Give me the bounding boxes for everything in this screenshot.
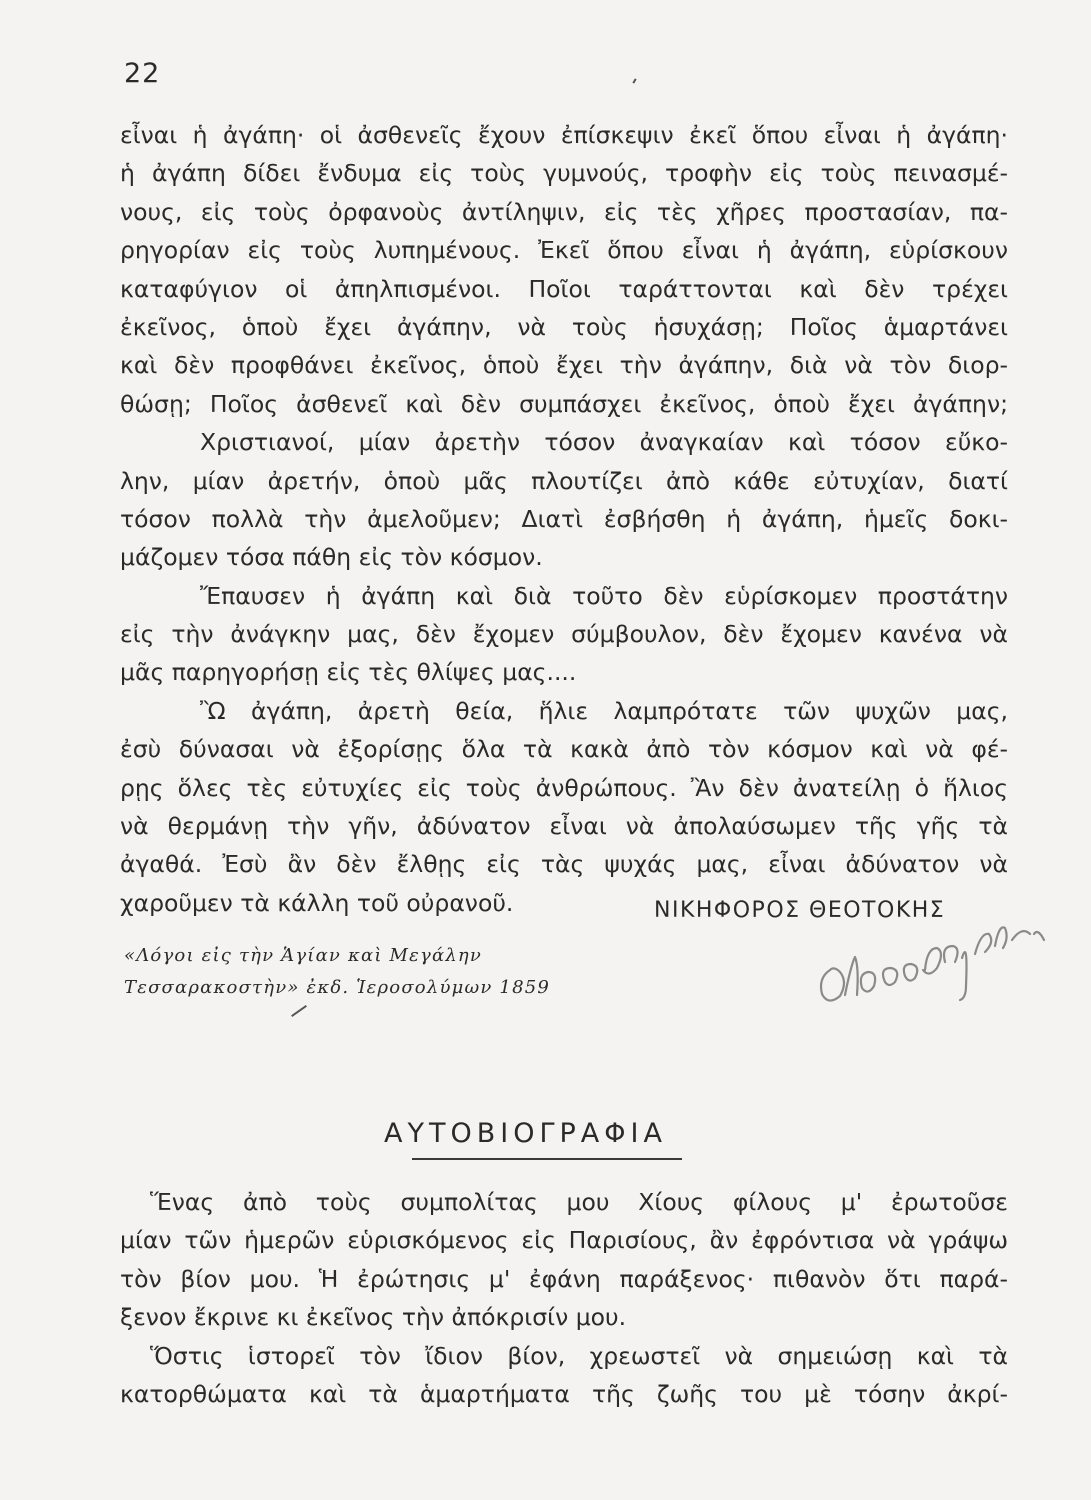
text-line: ἡ ἀγάπη δίδει ἔνδυμα εἰς τοὺς γυμνούς, τροφὴν εἰς τοὺς πεινασμέ- [120, 159, 1008, 188]
text-line: ἐσὺ δύνασαι νὰ ἐξορίσῃς ὅλα τὰ κακὰ ἀπὸ τὸν κόσμον καὶ νὰ φέ- [120, 735, 1008, 764]
text-line: χαροῦμεν τὰ κάλλη τοῦ οὐρανοῦ. [120, 888, 514, 917]
text-line: λην, μίαν ἀρετήν, ὁποὺ μᾶς πλουτίζει ἀπὸ κάθε εὐτυχίαν, διατί [120, 466, 1008, 495]
text-line: ρῃς ὅλες τὲς εὐτυχίες εἰς τοὺς ἀνθρώπους. Ἂν δὲν ἀνατείλῃ ὁ ἥλιος [120, 773, 1008, 802]
body-text-section-2 [120, 1183, 1008, 1413]
text-line: Ὅστις ἱστορεῖ τὸν ἴδιον βίον, χρεωστεῖ νὰ σημειώσῃ καὶ τὰ [150, 1341, 1008, 1370]
page-number: 22 [124, 58, 161, 89]
title-underline [412, 1158, 682, 1160]
source-citation [124, 940, 550, 1004]
handwritten-signature-icon [790, 900, 1050, 1020]
text-line: ἀγαθά. Ἐσὺ ἂν δὲν ἔλθῃς εἰς τὰς ψυχάς μας, εἶναι ἀδύνατον νὰ [120, 850, 1008, 879]
text-line: μᾶς παρηγορήσῃ εἰς τὲς θλίψες μας.... [120, 658, 577, 687]
text-line: νὰ θερμάνῃ τὴν γῆν, ἀδύνατον εἶναι νὰ ἀπολαύσωμεν τῆς γῆς τὰ [120, 812, 1008, 841]
text-line: καταφύγιον οἱ ἀπηλπισμένοι. Ποῖοι ταράττονται καὶ δὲν τρέχει [120, 274, 1008, 303]
text-line: Ἕνας ἀπὸ τοὺς συμπολίτας μου Χίους φίλους μ' ἐρωτοῦσε [150, 1188, 1008, 1216]
text-line: ἐκεῖνος, ὁποὺ ἔχει ἀγάπην, νὰ τοὺς ἡσυχάσῃ; Ποῖος ἁμαρτάνει [120, 312, 1008, 341]
ink-speck [291, 1005, 307, 1017]
text-line: Χριστιανοί, μίαν ἀρετὴν τόσον ἀναγκαίαν καὶ τόσον εὔκο- [200, 428, 1008, 457]
text-line: νους, εἰς τοὺς ὀρφανοὺς ἀντίληψιν, εἰς τὲς χῆρες προστασίαν, πα- [120, 197, 1008, 226]
text-line: καὶ δὲν προφθάνει ἐκεῖνος, ὁποὺ ἔχει τὴν ἀγάπην, διὰ νὰ τὸν διορ- [120, 351, 1008, 380]
ink-speck [632, 78, 636, 83]
text-line: θώσῃ; Ποῖος ἀσθενεῖ καὶ δὲν συμπάσχει ἐκεῖνος, ὁποὺ ἔχει ἀγάπην; [120, 389, 1008, 418]
text-line: ξενον ἔκρινε κι ἐκεῖνος τὴν ἀπόκρισίν μου. [120, 1303, 627, 1332]
text-line: Ἔπαυσεν ἡ ἀγάπη καὶ διὰ τοῦτο δὲν εὑρίσκομεν προστάτην [200, 581, 1008, 610]
text-line: εἰς τὴν ἀνάγκην μας, δὲν ἔχομεν σύμβουλον, δὲν ἔχομεν κανένα νὰ [120, 620, 1008, 649]
author-name: ΝΙΚΗΦΟΡΟΣ ΘΕΟΤΟΚΗΣ [654, 898, 946, 923]
body-text-section-1 [120, 116, 1008, 922]
text-line: τόσον πολλὰ τὴν ἀμελοῦμεν; Διατὶ ἐσβήσθη ἡ ἀγάπη, ἡμεῖς δοκι- [120, 504, 1008, 533]
text-line: Ὢ ἀγάπη, ἀρετὴ θεία, ἥλιε λαμπρότατε τῶν ψυχῶν μας, [200, 696, 1008, 725]
section-title: ΑΥΤΟΒΙΟΓΡΑΦΙΑ [384, 1118, 667, 1149]
text-line: τὸν βίον μου. Ἡ ἐρώτησις μ' ἐφάνη παράξενος· πιθανὸν ὅτι παρά- [120, 1264, 1008, 1293]
source-line: «Λόγοι εἰς τὴν Ἁγίαν καὶ Μεγάλην [124, 945, 483, 966]
source-line: Τεσσαρακοστὴν» ἐκδ. Ἱεροσολύμων 1859 [124, 977, 551, 998]
text-line: κατορθώματα καὶ τὰ ἁμαρτήματα τῆς ζωῆς του μὲ τόσην ἀκρί- [120, 1379, 1008, 1408]
text-line: εἶναι ἡ ἀγάπη· οἱ ἀσθενεῖς ἔχουν ἐπίσκεψιν ἐκεῖ ὅπου εἶναι ἡ ἀγάπη· [120, 121, 1008, 149]
text-line: μίαν τῶν ἡμερῶν εὑρισκόμενος εἰς Παρισίους, ἂν ἐφρόντισα νὰ γράψω [120, 1226, 1008, 1255]
text-line: ρηγορίαν εἰς τοὺς λυπημένους. Ἐκεῖ ὅπου εἶναι ἡ ἀγάπη, εὑρίσκουν [120, 236, 1008, 265]
text-line: μάζομεν τόσα πάθη εἰς τὸν κόσμον. [120, 543, 543, 572]
